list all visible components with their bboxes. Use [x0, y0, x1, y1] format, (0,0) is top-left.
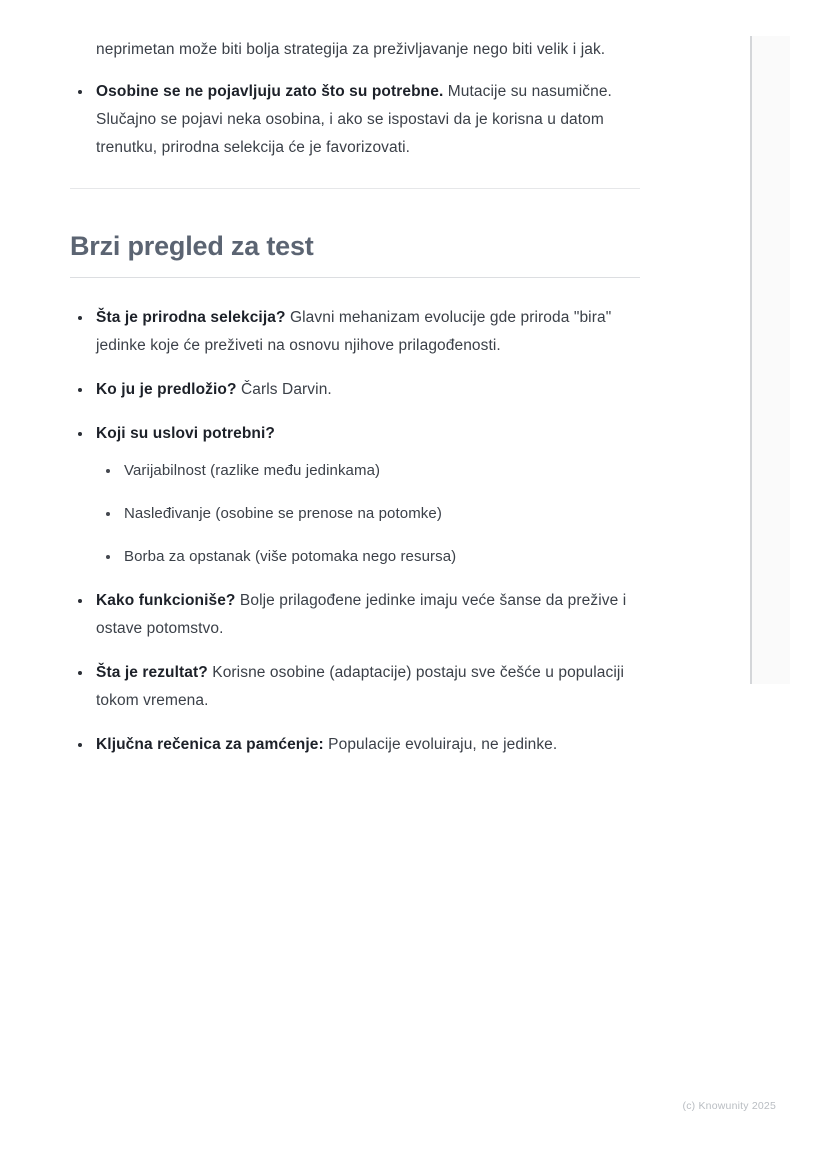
question-label: Kako funkcioniše?: [96, 592, 236, 609]
bullet-bold-lead: Osobine se ne pojavljuju zato što su potrebne.: [96, 83, 444, 100]
question-label: Ko ju je predložio?: [96, 381, 237, 398]
answer-text: Populacije evoluiraju, ne jedinke.: [323, 736, 558, 753]
table-row: [70, 420, 660, 570]
answer-text: Glavni mehanizam evolucije gde priroda "bira" jedinke koje će preživeti na osnovu njihove prilagođenosti.: [96, 309, 612, 354]
question-label: Ključna rečenica za pamćenje:: [96, 736, 324, 753]
conditions-sublist: [96, 458, 660, 570]
page-title: Brzi pregled za test: [70, 231, 314, 261]
question-label: Koji su uslovi potrebni?: [96, 425, 275, 442]
answer-text: Bolje prilagođene jedinke imaju veće šanse da prežive i ostave potomstvo.: [96, 592, 627, 637]
vertical-scrollbar[interactable]: [750, 36, 790, 684]
answer-text: Čarls Darvin.: [236, 381, 332, 398]
lead-paragraph: neprimetan može biti bolja strategija za preživljavanje nego biti velik i jak.: [96, 41, 606, 58]
list-item: Nasleđivanje (osobine se prenose na potomke): [96, 501, 660, 527]
bullet-body-text: Mutacije su nasumične. Slučajno se pojavi neka osobina, i ako se ispostavi da je korisna u datom trenutku, prirodna selekcija će je favorizovati.: [96, 83, 612, 156]
list-item: Borba za opstanak (više potomaka nego resursa): [96, 544, 660, 570]
list-item: Varijabilnost (razlike među jedinkama): [96, 458, 660, 484]
question-label: Šta je prirodna selekcija?: [96, 309, 286, 326]
footer-copyright: (c) Knowunity 2025: [682, 1100, 776, 1112]
list-item: [70, 78, 660, 162]
intro-bullet-list: [70, 78, 660, 162]
table-row: [70, 731, 660, 759]
question-label: Šta je rezultat?: [96, 664, 208, 681]
table-row: [70, 376, 660, 404]
answer-text: Korisne osobine (adaptacije) postaju sve češće u populaciji tokom vremena.: [96, 664, 624, 709]
title-divider: [70, 277, 640, 278]
table-row: [70, 304, 660, 360]
table-row: [70, 587, 660, 643]
table-row: [70, 659, 660, 715]
section-divider: [70, 188, 640, 189]
quick-review-list: [70, 304, 660, 759]
